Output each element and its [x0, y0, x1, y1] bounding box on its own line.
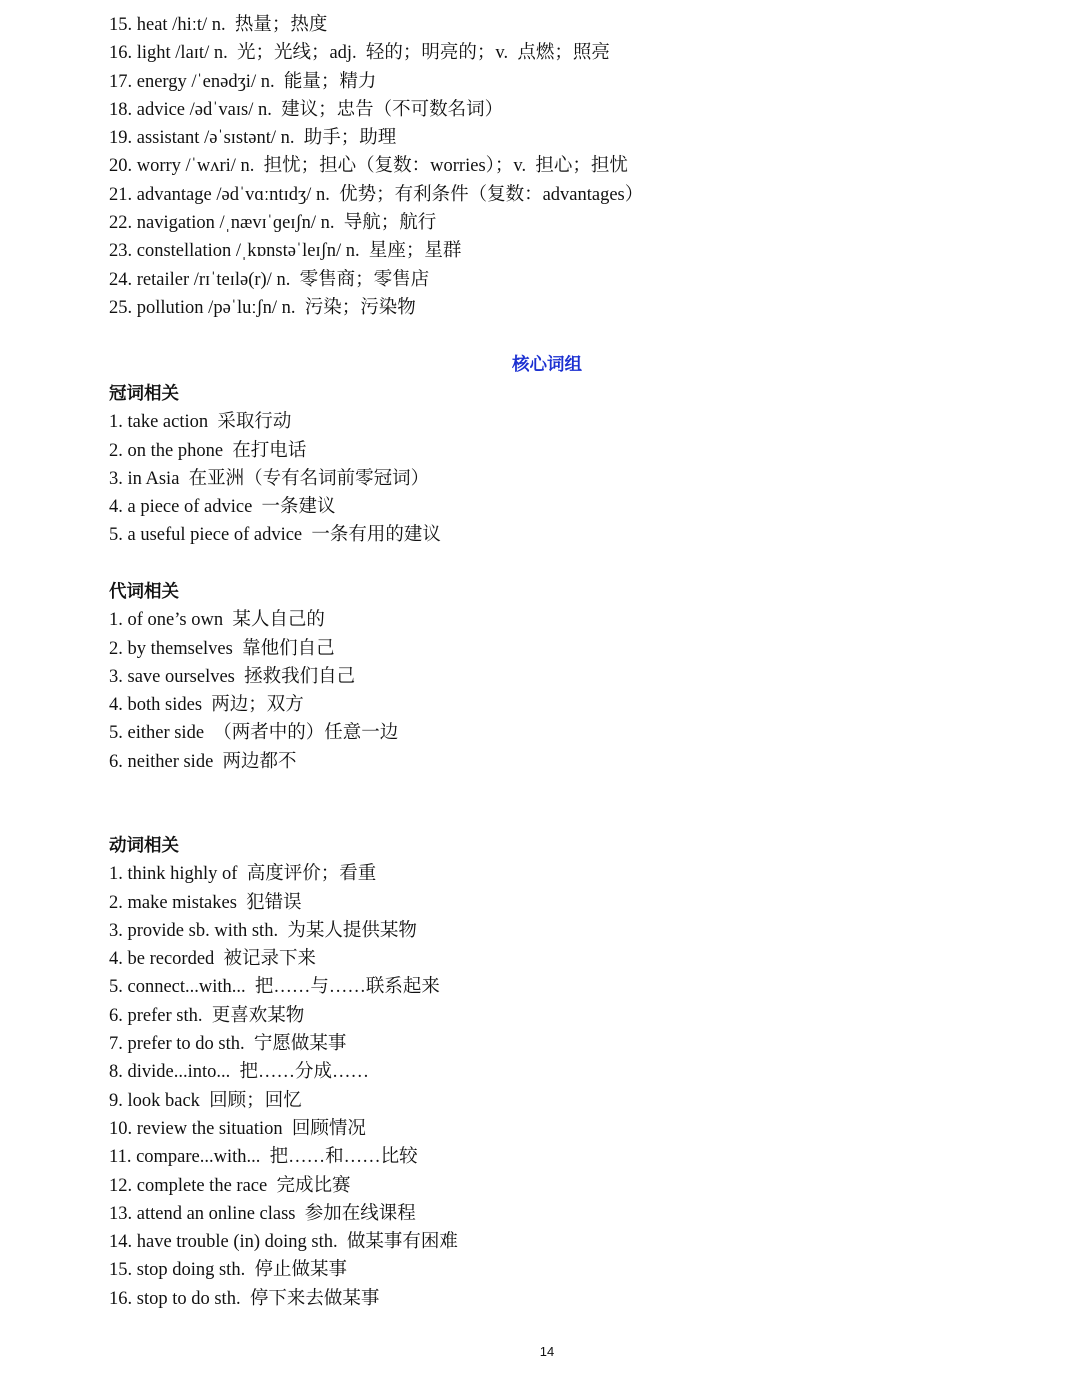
vocab-item-pollution: 25. pollution /pəˈluːʃn/ n. 污染；污染物: [109, 297, 416, 318]
phrase-group-pronouns: [109, 578, 1009, 776]
phrase-item: 5. either side （两者中的）任意一边: [109, 723, 399, 744]
phrase-group-articles: [109, 380, 1009, 550]
vocab-item-energy: 17. energy /ˈenədʒi/ n. 能量；精力: [109, 71, 377, 92]
phrase-item: 5. connect...with... 把……与……联系起来: [109, 977, 440, 998]
vocab-item-assistant: 19. assistant /əˈsɪstənt/ n. 助手；助理: [109, 128, 397, 149]
phrase-item: 14. have trouble (in) doing sth. 做某事有困难: [109, 1232, 458, 1253]
phrase-item: 15. stop doing sth. 停止做某事: [109, 1260, 347, 1281]
phrase-item: 13. attend an online class 参加在线课程: [109, 1203, 416, 1224]
vocab-item-heat: 15. heat /hiːt/ n. 热量；热度: [109, 15, 328, 35]
phrase-item: 16. stop to do sth. 停下来去做某事: [109, 1288, 380, 1309]
page-number: 14: [539, 1344, 555, 1359]
section-title: 核心词组: [512, 355, 582, 375]
vocab-item-retailer: 24. retailer /rɪˈteɪlə(r)/ n. 零售商；零售店: [109, 269, 430, 290]
phrase-item: 6. prefer sth. 更喜欢某物: [109, 1005, 305, 1026]
phrase-item: 2. on the phone 在打电话: [109, 440, 307, 461]
phrase-item: 3. provide sb. with sth. 为某人提供某物: [109, 920, 417, 941]
phrase-item: 3. save ourselves 拯救我们自己: [109, 666, 356, 687]
phrase-item: 1. of one’s own 某人自己的: [109, 610, 325, 631]
vocab-item-light: 16. light /laɪt/ n. 光；光线；adj. 轻的；明亮的；v. 点燃；照亮: [109, 43, 610, 64]
phrase-item: 2. by themselves 靠他们自己: [109, 638, 335, 659]
phrase-item: 8. divide...into... 把……分成……: [109, 1062, 370, 1083]
vocab-item-worry: 20. worry /ˈwʌri/ n. 担忧；担心（复数：worries）；v. 担心；担忧: [109, 156, 628, 177]
vocab-item-advantage: 21. advantage /ədˈvɑːntɪdʒ/ n. 优势；有利条件（复数：advantages）: [109, 184, 644, 205]
phrase-item: 1. take action 采取行动: [109, 412, 292, 433]
group-heading: 代词相关: [109, 582, 179, 602]
phrase-item: 4. be recorded 被记录下来: [109, 949, 317, 970]
phrase-item: 10. review the situation 回顾情况: [109, 1118, 366, 1139]
phrase-item: 5. a useful piece of advice 一条有用的建议: [109, 525, 441, 546]
vocabulary-list: [109, 11, 1009, 322]
phrase-group-verbs: [109, 832, 1009, 1313]
group-heading: 动词相关: [109, 836, 179, 856]
vocab-item-advice: 18. advice /ədˈvaɪs/ n. 建议；忠告（不可数名词）: [109, 99, 504, 120]
group-heading: 冠词相关: [109, 384, 179, 404]
phrase-item: 4. both sides 两边；双方: [109, 695, 304, 716]
phrase-item: 9. look back 回顾；回忆: [109, 1090, 302, 1111]
phrase-item: 6. neither side 两边都不: [109, 751, 297, 772]
phrase-item: 11. compare...with... 把……和……比较: [109, 1147, 418, 1168]
vocab-item-constellation: 23. constellation /ˌkɒnstəˈleɪʃn/ n. 星座；星群: [109, 241, 462, 262]
phrase-item: 1. think highly of 高度评价；看重: [109, 864, 377, 885]
phrase-item: 2. make mistakes 犯错误: [109, 892, 302, 913]
phrase-item: 7. prefer to do sth. 宁愿做某事: [109, 1034, 347, 1055]
phrase-item: 12. complete the race 完成比赛: [109, 1175, 351, 1196]
phrase-item: 4. a piece of advice 一条建议: [109, 497, 336, 518]
phrase-item: 3. in Asia 在亚洲（专有名词前零冠词）: [109, 468, 430, 489]
vocab-item-navigation: 22. navigation /ˌnævɪˈɡeɪʃn/ n. 导航；航行: [109, 213, 437, 234]
